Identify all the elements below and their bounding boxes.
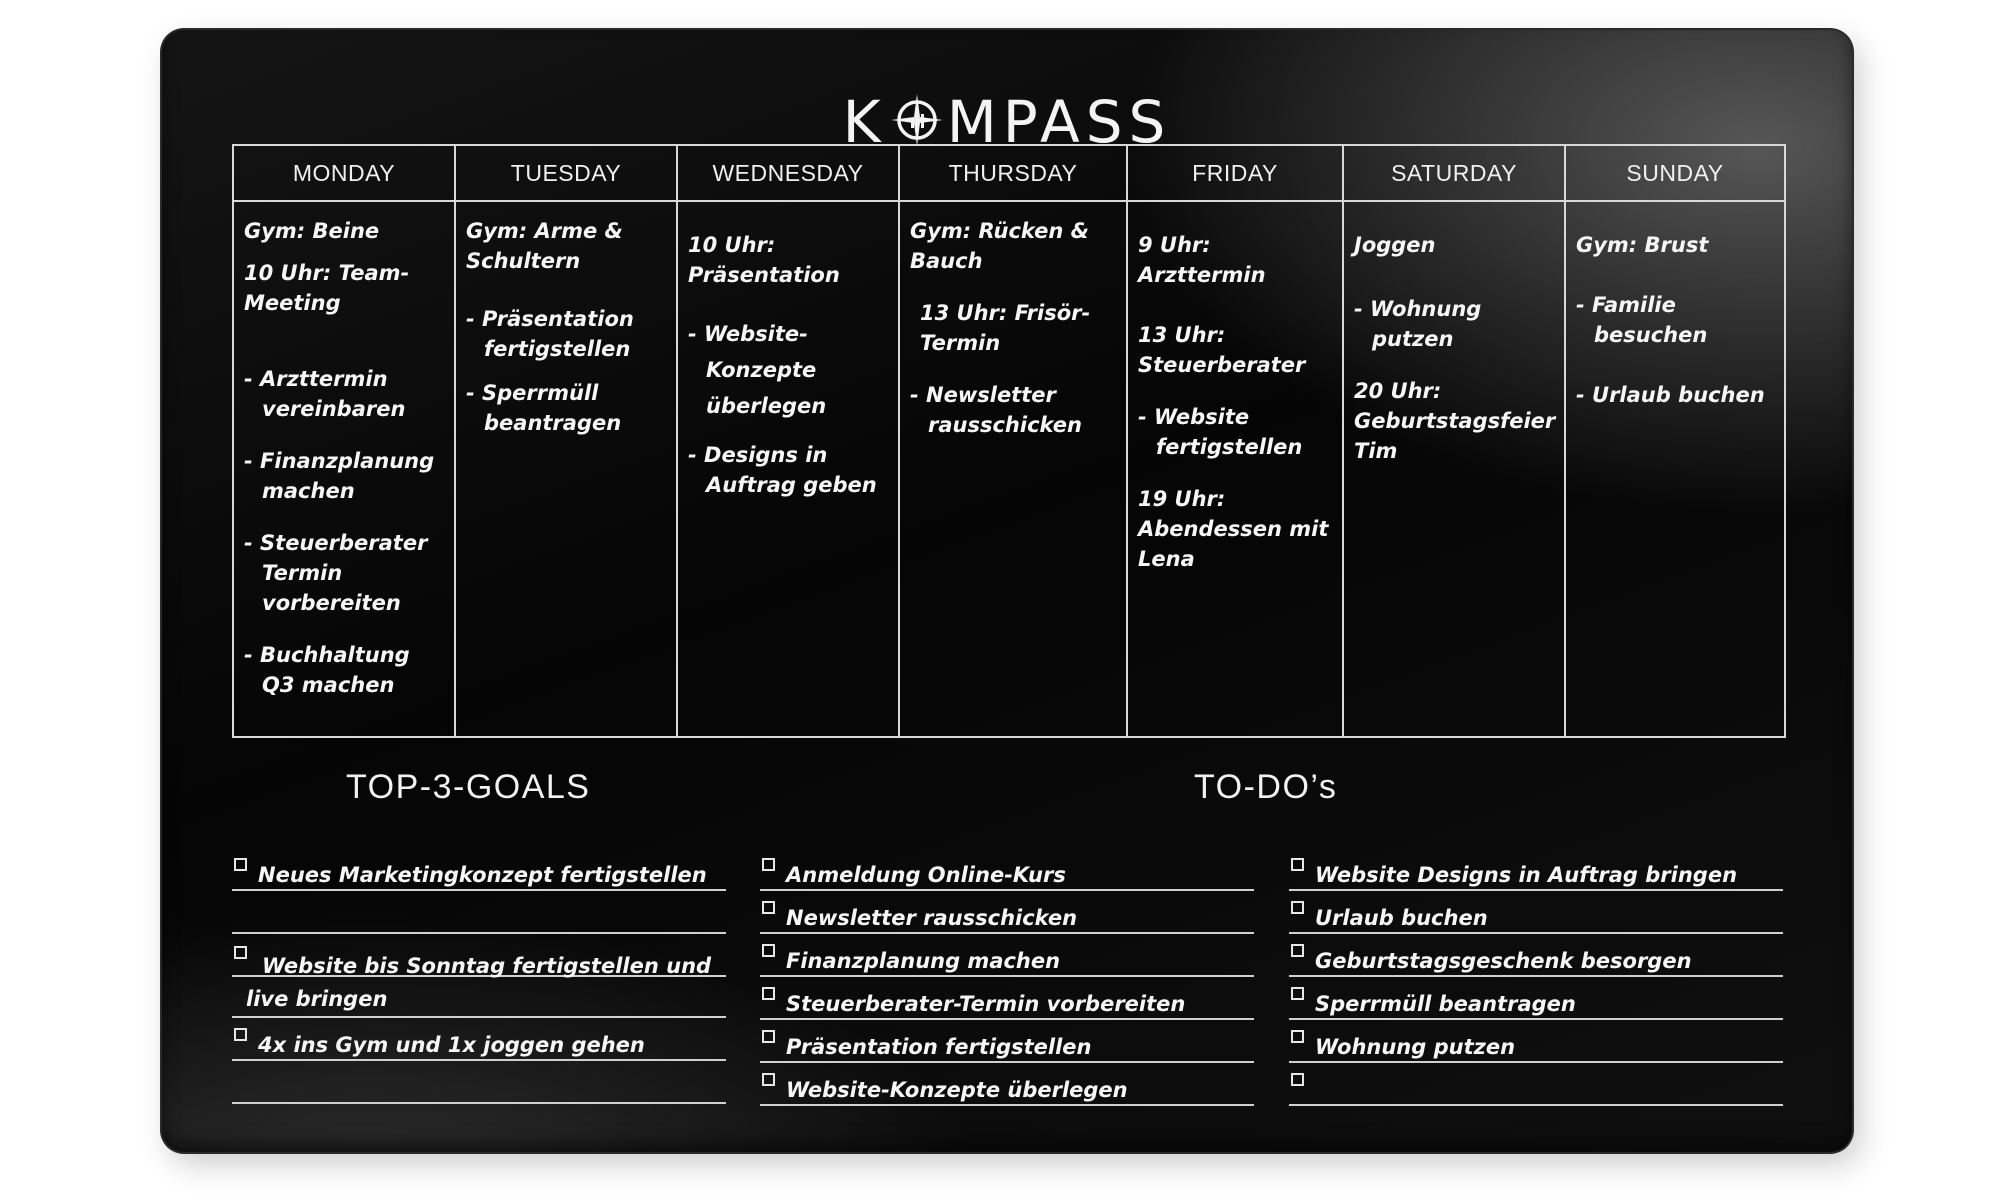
checkbox[interactable]: [762, 858, 775, 871]
goal-text: 4x ins Gym und 1x joggen gehen: [258, 1033, 645, 1057]
calendar-entry: Gym: Rücken & Bauch: [910, 219, 1089, 273]
calendar-entry: - Urlaub buchen: [1576, 383, 1765, 407]
goals-title: TOP-3-GOALS: [346, 768, 591, 806]
day-cell-monday[interactable]: [233, 201, 455, 737]
logo-text-right: MPASS: [946, 88, 1172, 156]
todo-text: Steuerberater-Termin vorbereiten: [786, 992, 1186, 1016]
checkbox[interactable]: [1291, 944, 1304, 957]
checkbox[interactable]: [234, 858, 247, 871]
day-header-thursday: THURSDAY: [899, 145, 1127, 201]
goal-row[interactable]: [232, 891, 726, 934]
checkbox[interactable]: [1291, 1030, 1304, 1043]
todo-row[interactable]: [760, 848, 1254, 891]
calendar-entry: - Wohnung putzen: [1354, 297, 1482, 351]
calendar-entry: 13 Uhr: Steuerberater: [1138, 323, 1306, 377]
todo-row[interactable]: [1289, 1020, 1783, 1063]
planner-board: [160, 28, 1854, 1154]
checkbox[interactable]: [234, 1028, 247, 1041]
todo-row[interactable]: [1289, 977, 1783, 1020]
goal-row[interactable]: [232, 1061, 726, 1104]
calendar-entry: - Finanzplanung machen: [244, 449, 435, 503]
calendar-entry: 10 Uhr: Präsentation: [688, 233, 840, 287]
checkbox[interactable]: [1291, 901, 1304, 914]
todo-row[interactable]: [760, 1020, 1254, 1063]
goal-text: Website bis Sonntag fertigstellen und live bringen: [246, 954, 712, 1011]
todo-text: Newsletter rausschicken: [786, 906, 1078, 930]
day-header-wednesday: WEDNESDAY: [677, 145, 899, 201]
checkbox[interactable]: [762, 944, 775, 957]
calendar-entry: - Newsletter rausschicken: [910, 383, 1082, 437]
calendar-entry: - Sperrmüll beantragen: [466, 381, 622, 435]
calendar-entry: Gym: Arme & Schultern: [466, 219, 623, 273]
day-header-tuesday: TUESDAY: [455, 145, 677, 201]
todo-text: Geburtstagsgeschenk besorgen: [1315, 949, 1692, 973]
calendar-entry: - Präsentation fertigstellen: [466, 307, 634, 361]
checkbox[interactable]: [1291, 987, 1304, 1000]
todo-list-left: [760, 848, 1254, 1106]
todo-row[interactable]: [1289, 1063, 1783, 1106]
day-cell-friday[interactable]: [1127, 201, 1343, 737]
todos-title: TO-DO’s: [1194, 768, 1338, 806]
todo-text: Präsentation fertigstellen: [786, 1035, 1092, 1059]
todo-row[interactable]: [1289, 891, 1783, 934]
calendar-entry: - Steuerberater Termin vorbereiten: [244, 531, 428, 615]
calendar-entry: Gym: Brust: [1576, 233, 1709, 257]
goal-row[interactable]: [232, 1016, 726, 1061]
checkbox[interactable]: [762, 1030, 775, 1043]
compass-icon: [889, 92, 945, 148]
calendar-entry: - Arzttermin vereinbaren: [244, 367, 406, 421]
goals-list: [232, 848, 726, 1104]
day-header-sunday: SUNDAY: [1565, 145, 1785, 201]
todo-list-right: [1289, 848, 1783, 1106]
todo-row[interactable]: [760, 891, 1254, 934]
goal-text: Neues Marketingkonzept fertigstellen: [258, 863, 707, 887]
day-cell-wednesday[interactable]: [677, 201, 899, 737]
day-header-saturday: SATURDAY: [1343, 145, 1565, 201]
logo-text-left: K: [842, 88, 887, 156]
calendar-entry: - Website fertigstellen: [1138, 405, 1303, 459]
checkbox[interactable]: [1291, 858, 1304, 871]
todo-row[interactable]: [760, 934, 1254, 977]
weekday-entries-row: [233, 201, 1785, 737]
todo-text: Finanzplanung machen: [786, 949, 1061, 973]
todo-row[interactable]: [1289, 934, 1783, 977]
day-header-friday: FRIDAY: [1127, 145, 1343, 201]
calendar-entry: - Buchhaltung Q3 machen: [244, 643, 410, 697]
weekday-header-row: [233, 145, 1785, 201]
todo-text: Urlaub buchen: [1315, 906, 1488, 930]
calendar-entry: Joggen: [1354, 233, 1436, 257]
todo-text: Anmeldung Online-Kurs: [786, 863, 1066, 887]
todo-text: Website Designs in Auftrag bringen: [1315, 863, 1738, 887]
calendar-entry: - Designs in Auftrag geben: [688, 443, 877, 497]
checkbox[interactable]: [762, 1073, 775, 1086]
todo-row[interactable]: [760, 1063, 1254, 1106]
checkbox[interactable]: [762, 901, 775, 914]
weekly-schedule: [232, 144, 1786, 738]
todo-row[interactable]: [1289, 848, 1783, 891]
calendar-entry: 9 Uhr: Arzttermin: [1138, 233, 1266, 287]
todo-text: Website-Konzepte überlegen: [786, 1078, 1128, 1102]
checkbox[interactable]: [1291, 1073, 1304, 1086]
goal-row[interactable]: [232, 848, 726, 891]
calendar-entry: 10 Uhr: Team-Meeting: [244, 261, 410, 315]
calendar-entry: Gym: Beine: [244, 219, 380, 243]
day-header-monday: MONDAY: [233, 145, 455, 201]
calendar-entry: 19 Uhr: Abendessen mit Lena: [1138, 487, 1329, 571]
checkbox[interactable]: [762, 987, 775, 1000]
todo-text: Wohnung putzen: [1315, 1035, 1516, 1059]
day-cell-tuesday[interactable]: [455, 201, 677, 737]
goal-row[interactable]: [232, 934, 726, 1016]
todo-text: Sperrmüll beantragen: [1315, 992, 1576, 1016]
day-cell-saturday[interactable]: [1343, 201, 1565, 737]
calendar-entry: 13 Uhr: Frisör-Termin: [920, 301, 1091, 355]
calendar-entry: - Website-Konzepte überlegen: [688, 322, 827, 418]
day-cell-sunday[interactable]: [1565, 201, 1785, 737]
day-cell-thursday[interactable]: [899, 201, 1127, 737]
calendar-entry: 20 Uhr: Geburtstagsfeier Tim: [1354, 379, 1556, 463]
todo-row[interactable]: [760, 977, 1254, 1020]
calendar-entry: - Familie besuchen: [1576, 293, 1708, 347]
